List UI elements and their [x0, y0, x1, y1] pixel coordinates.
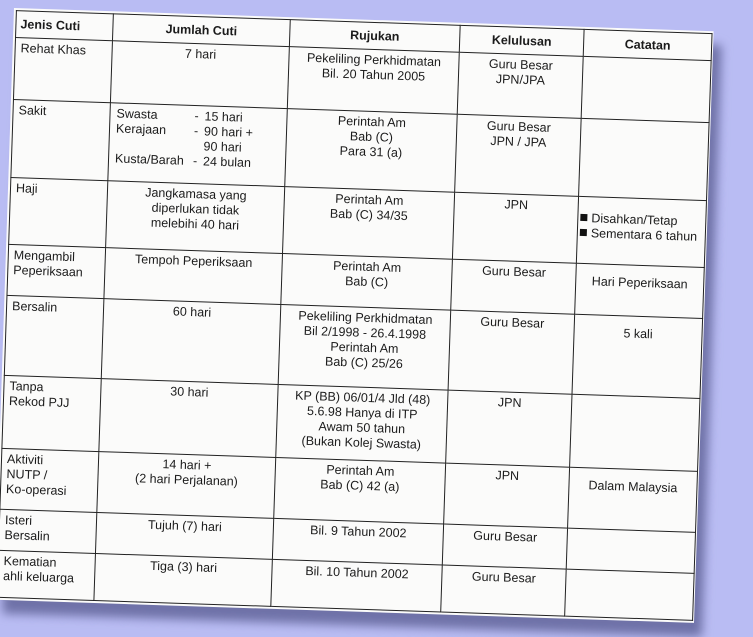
cell-jumlah-cuti [108, 103, 287, 186]
kelulusan-text: Guru Besar [486, 119, 551, 136]
cell-jumlah-cuti [97, 452, 276, 518]
header-rujukan: Rujukan [289, 20, 460, 53]
cell-rujukan [283, 187, 455, 259]
cell-jenis-cuti [13, 38, 112, 104]
rujukan-text: Bil 2/1998 - 26.4.1998 [303, 324, 427, 343]
rujukan-text: Perintah Am [326, 462, 395, 480]
rujukan-text: Perintah Am [330, 340, 399, 357]
jenis-cuti-text: Bersalin [4, 527, 50, 544]
catatan-bullet: Sementara 6 tahun [580, 226, 703, 245]
jenis-cuti-text: Mengambil [13, 247, 76, 264]
sick-leave-breakdown [113, 107, 283, 173]
kelulusan-text: Guru Besar [488, 56, 554, 73]
rujukan-text: Bab (C) 34/35 [329, 206, 408, 224]
cell-kelulusan [451, 259, 577, 315]
catatan-text: Hari Peperiksaan [591, 274, 688, 292]
cell-rujukan [274, 458, 446, 524]
sick-days: 90 hari + [203, 124, 254, 141]
jenis-cuti-text: Aktiviti [6, 452, 44, 468]
cell-kelulusan [448, 311, 575, 395]
cell-rujukan [287, 47, 459, 115]
jenis-cuti-text: Sakit [18, 103, 47, 119]
cell-rujukan [271, 559, 442, 612]
cell-jenis-cuti [2, 376, 101, 452]
catatan-text: 5 kali [623, 326, 653, 342]
jenis-cuti-text: ahli keluarga [2, 568, 75, 585]
jenis-cuti-text: Bersalin [11, 299, 58, 316]
rujukan-text: Pekeliling Perkhidmatan [298, 309, 433, 328]
rujukan-text: Bab (C) 25/26 [324, 354, 404, 372]
cell-jenis-cuti [0, 550, 95, 601]
jenis-cuti-text: Tanpa [9, 379, 44, 395]
kelulusan-text: Guru Besar [473, 528, 538, 545]
rujukan-text: Pekeliling Perkhidmatan [306, 50, 442, 70]
header-jenis-cuti: Jenis Cuti [16, 11, 114, 41]
square-bullet-icon [580, 229, 587, 236]
square-bullet-icon [580, 214, 587, 221]
rujukan-text: Bil. 10 Tahun 2002 [305, 563, 409, 581]
cell-jumlah-cuti [101, 299, 281, 385]
sick-category: Kusta/Barah [114, 151, 185, 169]
cell-jenis-cuti [0, 449, 99, 512]
cell-catatan [570, 394, 700, 471]
rujukan-text: Bab (C) [344, 273, 389, 290]
sick-days: 24 bulan [202, 154, 252, 171]
rujukan-text: Perintah Am [332, 258, 402, 275]
cell-jenis-cuti [4, 296, 104, 379]
cell-catatan [579, 119, 710, 201]
cell-kelulusan [452, 192, 578, 263]
sick-category: Swasta [116, 106, 158, 123]
sick-dash: - [192, 154, 198, 169]
jenis-cuti-text: Kematian [3, 553, 57, 570]
kelulusan-text: JPN/JPA [495, 72, 546, 88]
jumlah-cuti-text: Tujuh (7) hari [147, 517, 223, 534]
cell-rujukan [276, 385, 448, 464]
rujukan-text: (Bukan Kolej Swasta) [301, 433, 422, 452]
cell-catatan [575, 263, 705, 319]
kelulusan-text: JPN / JPA [490, 134, 547, 151]
cell-jenis-cuti [11, 100, 111, 181]
cell-jumlah-cuti [110, 41, 289, 109]
kelulusan-text: Guru Besar [480, 315, 545, 332]
jumlah-cuti-text: Jangkamasa yang [144, 185, 247, 203]
cell-jenis-cuti [7, 244, 106, 299]
jenis-cuti-text: NUTP / [6, 467, 48, 483]
cell-jumlah-cuti [106, 181, 285, 254]
cell-kelulusan [444, 463, 570, 527]
sick-category: Kerajaan [115, 121, 167, 138]
cell-kelulusan [457, 52, 583, 119]
rujukan-text: Bab (C) [349, 129, 394, 146]
sick-dash: - [193, 124, 199, 139]
rujukan-text: 5.6.98 Hanya di ITP [306, 404, 418, 422]
jumlah-cuti-text: diperlukan tidak [151, 200, 240, 218]
cell-kelulusan [446, 390, 572, 467]
paper-sheet [0, 8, 714, 623]
jumlah-cuti-text: Tiga (3) hari [149, 558, 218, 575]
cell-catatan [572, 315, 703, 399]
cell-catatan [566, 528, 695, 573]
catatan-bullet: Disahkan/Tetap [580, 211, 703, 230]
rujukan-text: Bab (C) 42 (a) [320, 477, 400, 495]
header-catatan: Catatan [583, 29, 712, 60]
rujukan-text: Perintah Am [335, 191, 404, 208]
rujukan-text: Perintah Am [337, 114, 407, 131]
cell-kelulusan [442, 524, 567, 569]
rujukan-text: Bil. 20 Tahun 2005 [321, 66, 426, 84]
kelulusan-text: Guru Besar [481, 263, 547, 280]
cell-kelulusan [455, 115, 582, 197]
jenis-cuti-text: Rehat Khas [20, 41, 87, 58]
cell-jumlah-cuti [104, 247, 283, 305]
rujukan-text: Bil. 9 Tahun 2002 [309, 522, 407, 540]
kelulusan-text: JPN [495, 468, 520, 484]
cell-rujukan [272, 518, 443, 565]
jenis-cuti-text: Ko-operasi [5, 482, 67, 499]
cell-rujukan [285, 109, 457, 192]
cell-catatan [565, 569, 695, 621]
cell-jenis-cuti [9, 177, 108, 247]
sick-days: 90 hari [203, 139, 242, 156]
rujukan-text: Awam 50 tahun [318, 419, 406, 437]
cell-jumlah-cuti [94, 553, 272, 606]
cell-jumlah-cuti [95, 512, 273, 559]
jenis-cuti-text: Haji [15, 181, 38, 196]
sick-days: 15 hari [204, 109, 243, 126]
rujukan-text: Para 31 (a) [339, 144, 403, 161]
catatan-text: Dalam Malaysia [588, 478, 678, 496]
cell-kelulusan [441, 565, 567, 617]
sick-dash [193, 139, 203, 154]
jenis-cuti-text: Rekod PJJ [8, 394, 70, 411]
sick-dash: - [194, 109, 199, 124]
jumlah-cuti-text: 60 hari [172, 304, 212, 321]
cell-jumlah-cuti [99, 379, 278, 458]
jumlah-cuti-text: 30 hari [170, 384, 209, 400]
jenis-cuti-text: Peperiksaan [13, 262, 84, 280]
cell-catatan [581, 56, 711, 123]
kelulusan-text: JPN [504, 197, 529, 213]
jenis-cuti-text: Isteri [4, 512, 33, 528]
header-jumlah-cuti: Jumlah Cuti [112, 14, 290, 47]
cell-rujukan [281, 253, 453, 310]
cell-catatan [568, 468, 698, 533]
cell-jenis-cuti [0, 509, 97, 553]
jumlah-cuti-text: (2 hari Perjalanan) [134, 471, 239, 490]
jumlah-cuti-text: melebihi 40 hari [150, 215, 240, 233]
cell-rujukan [278, 305, 451, 390]
kelulusan-text: Guru Besar [471, 569, 537, 586]
rujukan-text: KP (BB) 06/01/4 Jld (48) [294, 388, 431, 408]
jumlah-cuti-text: 7 hari [184, 46, 217, 62]
jumlah-cuti-text: 14 hari + [162, 457, 212, 474]
cell-catatan [576, 196, 706, 267]
leave-table [0, 10, 713, 621]
jumlah-cuti-text: Tempoh Peperiksaan [134, 251, 253, 270]
kelulusan-text: JPN [497, 395, 522, 411]
header-kelulusan: Kelulusan [459, 25, 584, 56]
